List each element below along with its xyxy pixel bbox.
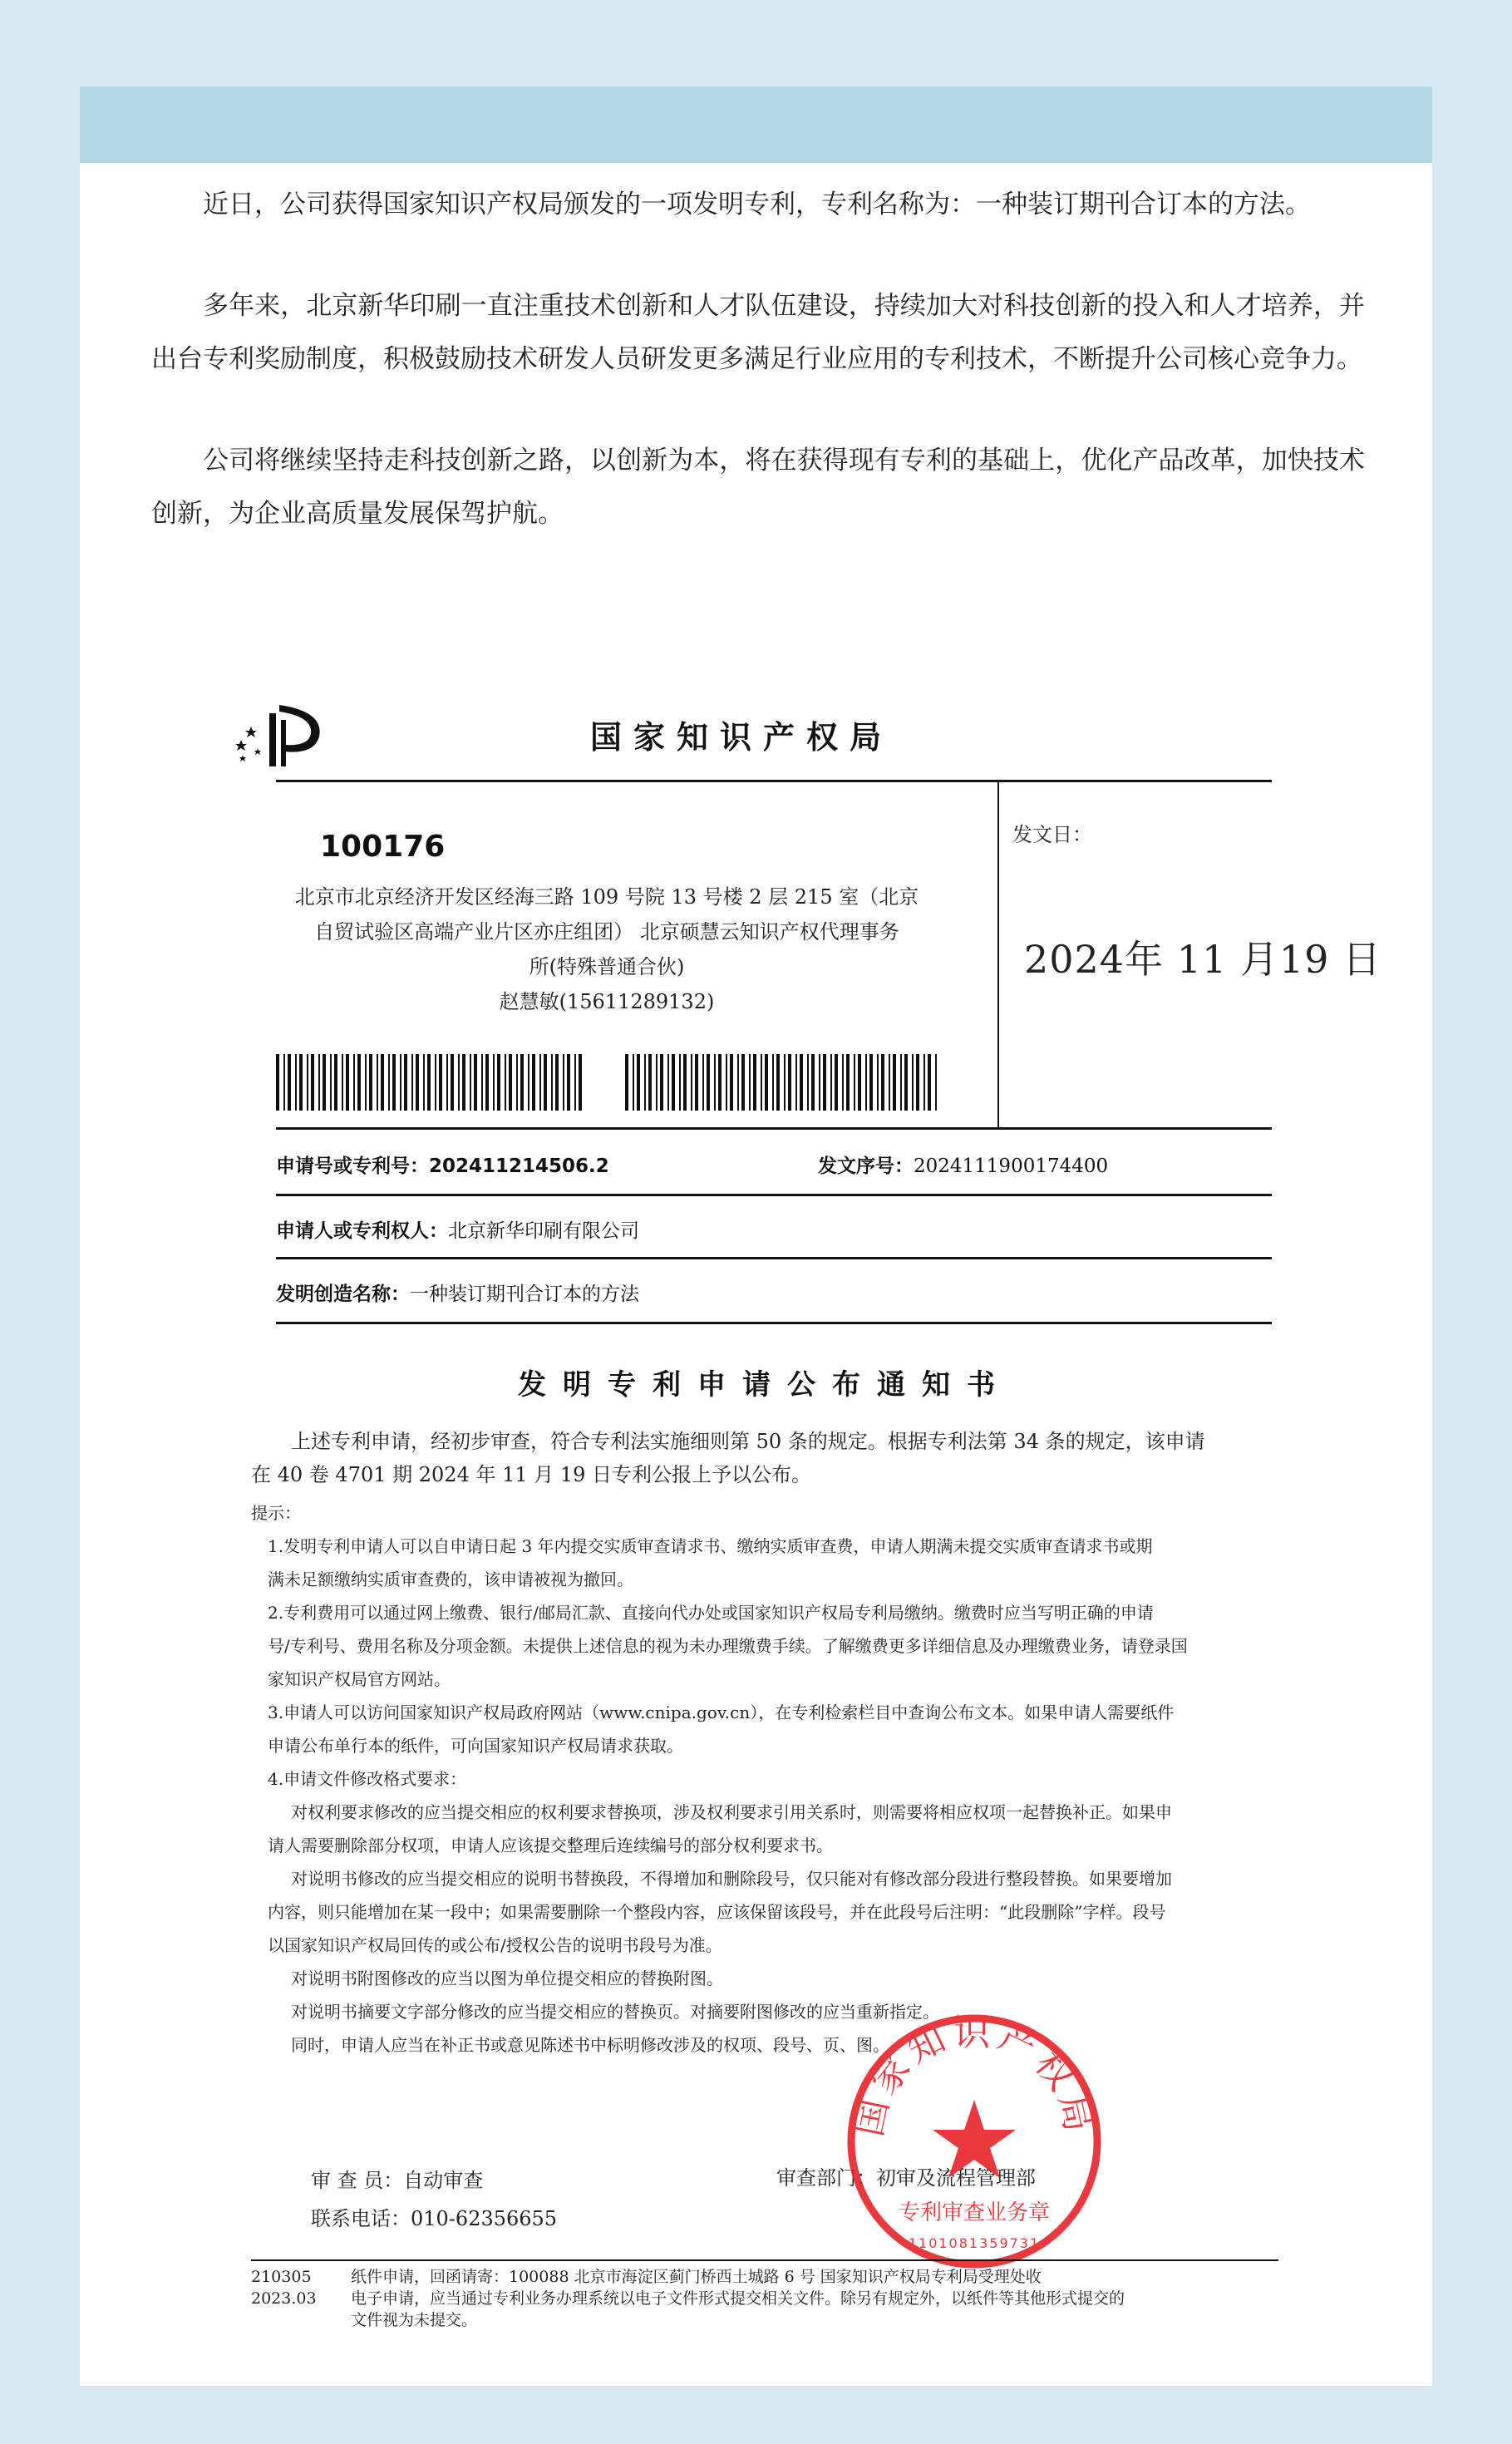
barcode-bar [788, 1054, 791, 1111]
barcode-bar [427, 1054, 431, 1111]
barcode-bar [318, 1054, 320, 1111]
barcode-bar [411, 1054, 413, 1111]
notice-footer [251, 2266, 1282, 2331]
panel-header-bar [80, 86, 1432, 163]
barcode-bar [311, 1054, 314, 1111]
barcode-bar [365, 1054, 367, 1111]
barcode-bar [900, 1054, 902, 1111]
barcode-bar [679, 1054, 681, 1111]
doc-serial-label: 发文序号： [818, 1155, 914, 1177]
barcode-bar [807, 1054, 809, 1111]
tip-line: 内容，则只能增加在某一段中；如果需要删除一个整段内容，应该保留该段号，并在此段号后注明：“此段删除”字样。段号 [268, 1902, 1166, 1922]
barcode-bar [633, 1054, 634, 1111]
app-no: 202411214506.2 [429, 1155, 609, 1177]
barcode-bar [357, 1054, 361, 1111]
phone-row [311, 2200, 557, 2238]
reviewer-row [311, 2161, 557, 2200]
postcode: 100176 [320, 830, 446, 864]
barcode-bar [446, 1054, 448, 1111]
barcode-right [625, 1054, 941, 1111]
tip-line: 以国家知识产权局回传的或公布/授权公告的说明书段号为准。 [268, 1935, 722, 1955]
barcode-bar [904, 1054, 908, 1111]
divider [276, 1257, 1272, 1259]
barcode-bar [288, 1054, 291, 1111]
tip-line: 对说明书附图修改的应当以图为单位提交相应的替换附图。 [291, 1969, 723, 1988]
footer-text: 纸件申请，回函请寄：100088 北京市海淀区蓟门桥西土城路 6 号 国家知识产权局专利局受理处收 [351, 2268, 1042, 2286]
barcode-bar [458, 1054, 460, 1111]
footer-code: 210305 [251, 2268, 312, 2286]
divider [276, 1194, 1272, 1196]
barcode-bar [404, 1054, 407, 1111]
barcode-bar [276, 1054, 279, 1111]
doc-serial: 2024111900174400 [914, 1155, 1109, 1177]
barcode-bar [741, 1054, 745, 1111]
tip-line: 2.专利费用可以通过网上缴费、银行/邮局汇款、直接向代办处或国家知识产权局专利局缴纳。缴费时应当写明正确的申请 [268, 1603, 1154, 1623]
barcode-bar [369, 1054, 372, 1111]
barcode-bar [912, 1054, 914, 1111]
barcode-bar [765, 1054, 768, 1111]
issue-date-label: 发文日： [1012, 823, 1092, 846]
barcode-bar [858, 1054, 861, 1111]
barcode-bar [691, 1054, 692, 1111]
footer-code: 2023.03 [251, 2289, 317, 2308]
mailing-address [283, 880, 931, 1019]
barcode-bar [660, 1054, 663, 1111]
barcode-bar [667, 1054, 669, 1111]
divider [276, 780, 1272, 782]
footer-divider [251, 2259, 1278, 2261]
applicant: 北京新华印刷有限公司 [448, 1220, 639, 1242]
barcode-bar [330, 1054, 332, 1111]
issue-date: 2024年 11 月19 日 [1024, 937, 1381, 982]
barcode-bar [819, 1054, 820, 1111]
barcode-bar [749, 1054, 751, 1111]
barcode-bar [772, 1054, 774, 1111]
article-paragraph-3: 公司将继续坚持走科技创新之路，以创新为本，将在获得现有专利的基础上，优化产品改革，加快技术创新，为企业高质量发展保驾护航。 [151, 446, 1365, 529]
tip-line: 对说明书修改的应当提交相应的说明书替换段，不得增加和删除段号，仅只能对有修改部分段进行整段替换。如果要增加 [291, 1869, 1172, 1889]
barcode-bar [505, 1054, 506, 1111]
barcode-bar [509, 1054, 512, 1111]
invention-label: 发明创造名称： [276, 1284, 410, 1305]
invention-name: 一种装订期刊合订本的方法 [410, 1284, 639, 1305]
barcode-bar [563, 1054, 564, 1111]
barcode-bar [644, 1054, 646, 1111]
invention-row [276, 1279, 639, 1306]
tip-line: 1.发明专利申请人可以自申请日起 3 年内提交实质审查请求书、缴纳实质审查费，申请人期满未提交实质审查请求书或期 [268, 1536, 1153, 1556]
barcode-bar [830, 1054, 832, 1111]
dept: 初审及流程管理部 [876, 2166, 1036, 2190]
barcode-bar [451, 1054, 454, 1111]
barcode-bar [532, 1054, 535, 1111]
barcode-bar [299, 1054, 303, 1111]
barcode-bar [889, 1054, 890, 1111]
barcode-bar [377, 1054, 378, 1111]
tip-line: 请人需要删除部分权项，申请人应该提交整理后连续编号的部分权利要求书。 [268, 1835, 833, 1855]
dept-label: 审查部门： [776, 2166, 876, 2190]
footer-row [251, 2288, 1282, 2309]
barcode-bar [893, 1054, 896, 1111]
barcode-bar [842, 1054, 844, 1111]
tip-line: 4.申请文件修改格式要求： [268, 1769, 467, 1789]
barcode-bar [567, 1054, 570, 1111]
article-paragraph-1: 近日，公司获得国家知识产权局颁发的一项发明专利，专利名称为：一种装订期刊合订本的方法。 [203, 190, 1311, 219]
tip-line: 家知识产权局官方网站。 [268, 1669, 451, 1689]
tip-line: 号/专利号、费用名称及分项金额。未提供上述信息的视为未办理缴费手续。了解缴费更多详细信息及办理缴费业务，请登录国 [268, 1636, 1188, 1656]
barcode-bar [714, 1054, 716, 1111]
barcode-bar [625, 1054, 628, 1111]
address-line: 自贸试验区高端产业片区亦庄组团） 北京硕慧云知识产权代理事务 [314, 920, 899, 944]
seal-subtext: 专利审查业务章 [898, 2200, 1051, 2225]
barcode-bar [416, 1054, 419, 1111]
barcode-bar [730, 1054, 733, 1111]
barcode-bar [648, 1054, 652, 1111]
notice-main-paragraph [251, 1425, 1275, 1491]
barcode-bar [574, 1054, 576, 1111]
barcode-left [276, 1054, 584, 1111]
barcode-bar [865, 1054, 867, 1111]
barcode-bar [784, 1054, 786, 1111]
barcode-bar [795, 1054, 797, 1111]
barcode-bar [462, 1054, 465, 1111]
barcode-bar [435, 1054, 436, 1111]
tip-line: 对权利要求修改的应当提交相应的权利要求替换项，涉及权利要求引用关系时，则需要将相应权项一起替换补正。如果申 [291, 1802, 1172, 1822]
barcode-bar [656, 1054, 657, 1111]
divider [997, 781, 999, 1127]
main-line: 上述专利申请，经初步审查，符合专利法实施细则第 50 条的规定。根据专利法第 34 条的规定，该申请 [291, 1430, 1205, 1453]
barcode-bar [485, 1054, 489, 1111]
barcode-bar [672, 1054, 675, 1111]
footer-row [251, 2266, 1282, 2288]
barcode-bar [928, 1054, 931, 1111]
address-line: 北京市北京经济开发区经海三路 109 号院 13 号楼 2 层 215 室（北京 [294, 885, 919, 909]
app-no-label: 申请号或专利号： [276, 1155, 429, 1177]
barcode-bar [555, 1054, 559, 1111]
address-line: 所(特殊普通合伙) [529, 955, 685, 978]
barcode-bar [811, 1054, 815, 1111]
barcode-bar [381, 1054, 384, 1111]
barcode-bar [520, 1054, 524, 1111]
divider [276, 1322, 1272, 1324]
barcode-bar [637, 1054, 640, 1111]
barcode-bar [539, 1054, 541, 1111]
reviewer: 自动审查 [403, 2169, 484, 2192]
barcode-bar [737, 1054, 739, 1111]
cnipa-logo-icon [233, 697, 332, 770]
barcode-bar [869, 1054, 873, 1111]
barcode-bar [528, 1054, 529, 1111]
seal-text: 国家知识产权局 [848, 2012, 1101, 2141]
reviewer-label: 审 查 员： [311, 2169, 404, 2192]
barcode-bar [846, 1054, 850, 1111]
applicant-label: 申请人或专利权人： [276, 1220, 448, 1242]
footer-text: 电子申请，应当通过专利业务办理系统以电子文件形式提交相关文件。除另有规定外，以纸件等其他形式提交的 [351, 2289, 1125, 2308]
tip-line: 申请公布单行本的纸件，可向国家知识产权局请求获取。 [268, 1736, 683, 1756]
article-intro [151, 178, 1365, 589]
article-paragraph-2: 多年来，北京新华印刷一直注重技术创新和人才队伍建设，持续加大对科技创新的投入和人才培养，并出台专利奖励制度，积极鼓励技术研发人员研发更多满足行业应用的专利技术，不断提升公司核心竞争力。 [151, 291, 1365, 374]
barcode-bar [718, 1054, 722, 1111]
seal-number: 1101081359731 [908, 2235, 1041, 2251]
barcode-bar [935, 1054, 937, 1111]
barcode-bar [307, 1054, 308, 1111]
barcode-bar [342, 1054, 343, 1111]
barcode-bar [497, 1054, 500, 1111]
barcode-bar [323, 1054, 326, 1111]
barcode-bar [702, 1054, 704, 1111]
barcode-bar [400, 1054, 401, 1111]
reviewer-block [311, 2161, 557, 2238]
barcode-bar [392, 1054, 396, 1111]
barcode-bar [835, 1054, 838, 1111]
applicant-row [276, 1215, 639, 1243]
barcode-bar [695, 1054, 698, 1111]
barcode-bar [353, 1054, 355, 1111]
barcode-bar [877, 1054, 879, 1111]
barcode-bar [493, 1054, 495, 1111]
doc-serial-row [818, 1151, 1108, 1178]
barcode-bar [726, 1054, 727, 1111]
barcode-bar [439, 1054, 442, 1111]
barcode-bar [916, 1054, 919, 1111]
main-line: 在 40 卷 4701 期 2024 年 11 月 19 日专利公报上予以公布。 [251, 1463, 812, 1486]
tip-line: 对说明书摘要文字部分修改的应当提交相应的替换页。对摘要附图修改的应当重新指定。 [291, 2002, 939, 2022]
barcode-bar [423, 1054, 425, 1111]
barcode-bar [707, 1054, 710, 1111]
barcode-bar [295, 1054, 297, 1111]
barcode-bar [800, 1054, 803, 1111]
notice-tips [251, 1496, 1275, 2062]
barcode-bar [881, 1054, 884, 1111]
office-title: 国家知识产权局 [590, 719, 894, 756]
barcode-bar [346, 1054, 349, 1111]
barcode-bar [481, 1054, 483, 1111]
barcode-bar [761, 1054, 762, 1111]
tip-line: 同时，申请人应当在补正书或意见陈述书中标明修改涉及的权项、段号、页、图。 [291, 2035, 889, 2055]
divider [276, 1127, 1272, 1130]
application-number-row [276, 1151, 609, 1178]
tip-line: 满未足额缴纳实质审查费的，该申请被视为撤回。 [268, 1569, 633, 1589]
phone: 010-62356655 [411, 2207, 558, 2230]
phone-label: 联系电话： [311, 2207, 411, 2230]
barcode-bar [551, 1054, 553, 1111]
barcode-bar [683, 1054, 687, 1111]
barcode-bar [544, 1054, 547, 1111]
notice-title: 发明专利申请公布通知书 [518, 1368, 1012, 1402]
footer-row [251, 2309, 1282, 2331]
barcode-bar [516, 1054, 518, 1111]
barcode-bar [579, 1054, 582, 1111]
address-line: 赵慧敏(15611289132) [499, 990, 715, 1013]
barcode-bar [283, 1054, 285, 1111]
barcode-bar [388, 1054, 390, 1111]
barcode-bar [474, 1054, 477, 1111]
tip-line: 提示： [251, 1503, 301, 1523]
barcode-bar [854, 1054, 855, 1111]
barcode-bar [776, 1054, 780, 1111]
official-seal-icon [841, 2008, 1107, 2274]
barcode-bar [334, 1054, 337, 1111]
barcode-bar [823, 1054, 826, 1111]
tip-line: 3.申请人可以访问国家知识产权局政府网站（www.cnipa.gov.cn），在专利检索栏目中查询公布文本。如果申请人需要纸件 [268, 1702, 1175, 1722]
barcode-bar [923, 1054, 925, 1111]
barcode-bar [753, 1054, 756, 1111]
footer-text: 文件视为未提交。 [351, 2311, 478, 2329]
barcode-bar [470, 1054, 471, 1111]
